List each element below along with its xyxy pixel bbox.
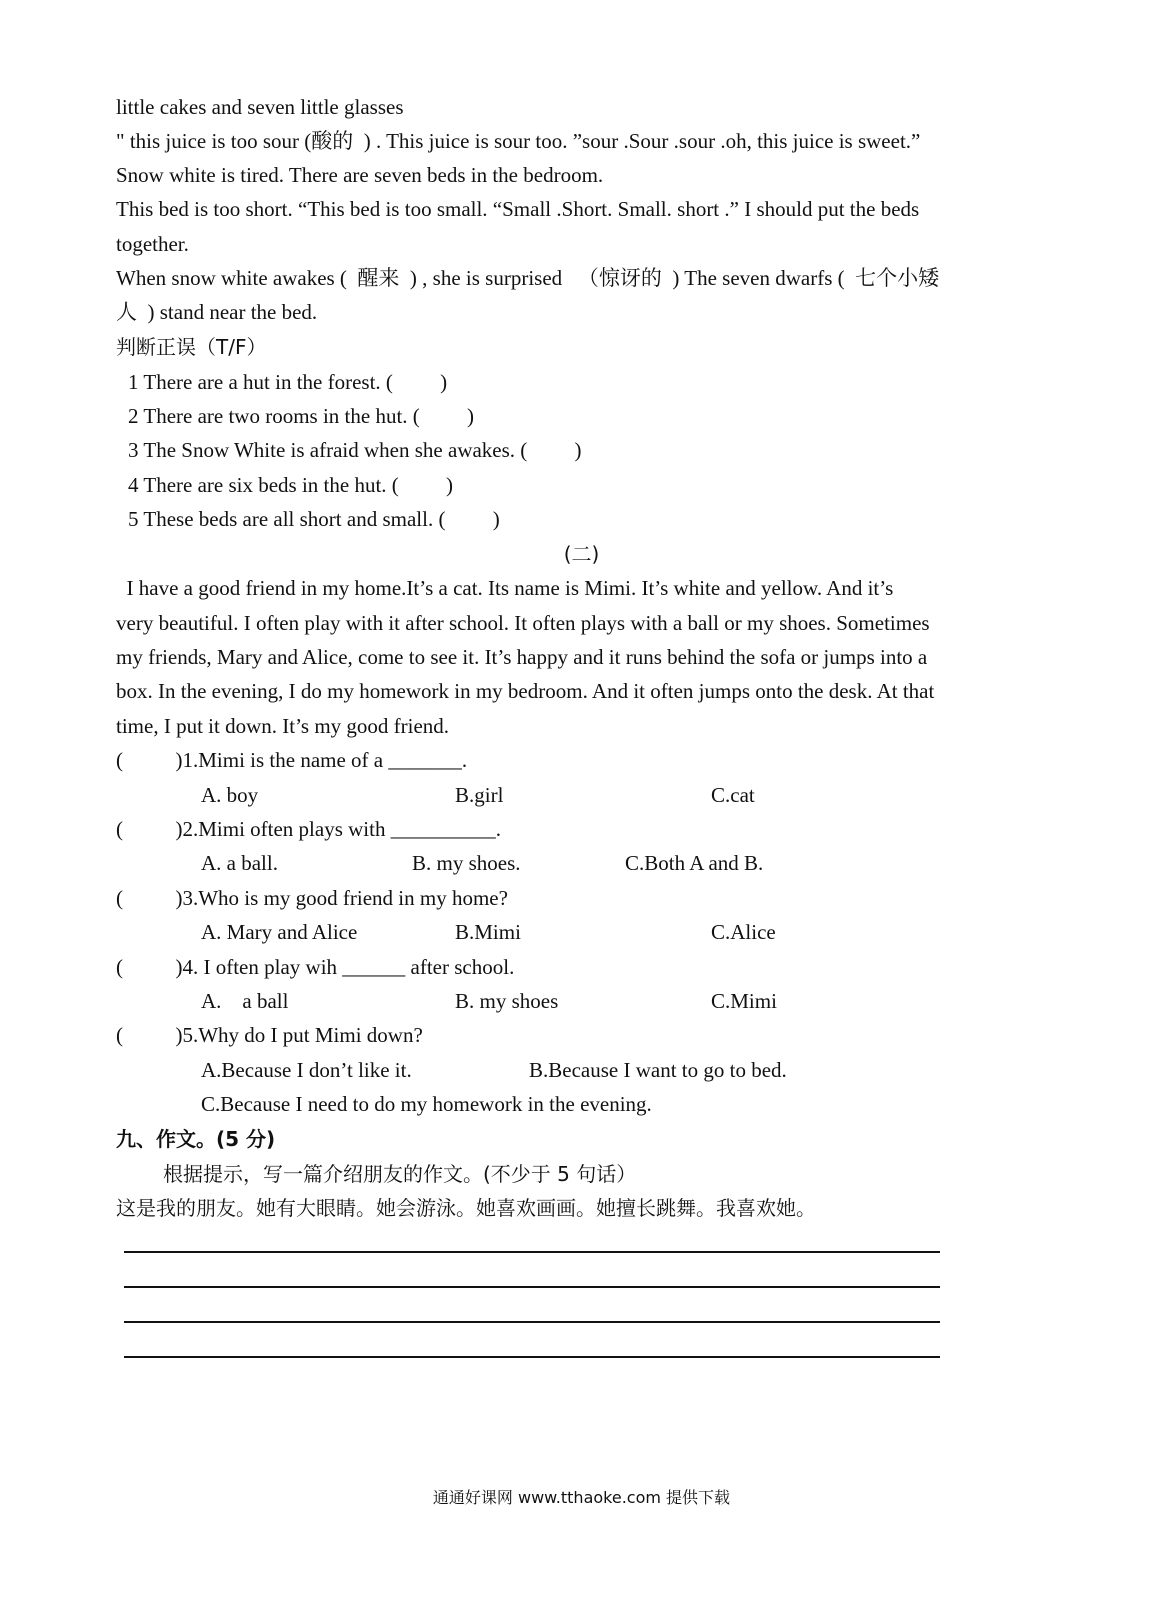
- answer-line-1[interactable]: [124, 1251, 940, 1253]
- passage-line-2: very beautiful. I often play with it after school. It often plays with a ball or my shoes. Sometimes: [116, 611, 930, 635]
- question-3-option-a: A. Mary and Alice: [201, 920, 358, 944]
- story-line-5: together.: [116, 232, 189, 256]
- part2-marker: (二): [563, 542, 600, 566]
- question-2-option-b: B. my shoes.: [412, 851, 521, 875]
- tf-item-5: 5 These beds are all short and small. ( ): [128, 507, 500, 531]
- question-4-option-a: A. a ball: [201, 989, 289, 1013]
- tf-item-2: 2 There are two rooms in the hut. ( ): [128, 404, 475, 428]
- story-line-3: Snow white is tired. There are seven beds in the bedroom.: [116, 163, 604, 187]
- page-footer: 通通好课网 www.tthaoke.com 提供下载: [432, 1488, 731, 1507]
- question-1-option-a: A. boy: [201, 783, 259, 807]
- question-5-option-b: B.Because I want to go to bed.: [529, 1058, 787, 1082]
- tf-heading: 判断正误（T/F）: [116, 335, 267, 359]
- passage-line-1: I have a good friend in my home.It’s a cat. Its name is Mimi. It’s white and yellow. And it’s: [116, 576, 894, 600]
- question-3-option-c: C.Alice: [711, 920, 776, 944]
- passage-line-4: box. In the evening, I do my homework in my bedroom. And it often jumps onto the desk. At that: [116, 679, 935, 703]
- story-line-7: 人 ) stand near the bed.: [116, 300, 318, 324]
- question-2: ( )2.Mimi often plays with __________.: [116, 817, 501, 841]
- tf-item-3: 3 The Snow White is afraid when she awakes. ( ): [128, 438, 582, 462]
- question-3: ( )3.Who is my good friend in my home?: [116, 886, 508, 910]
- answer-line-4[interactable]: [124, 1356, 940, 1358]
- story-line-6: When snow white awakes ( 醒来 ) , she is surprised （惊讶的 ) The seven dwarfs ( 七个小矮: [116, 266, 940, 290]
- question-4-option-c: C.Mimi: [711, 989, 777, 1013]
- story-line-2: " this juice is too sour (酸的 ) . This juice is sour too. ”sour .Sour .sour .oh, this juice is sweet.”: [116, 129, 921, 153]
- writing-heading: 九、作文。(5 分): [116, 1127, 276, 1151]
- question-5-option-c: C.Because I need to do my homework in the evening.: [201, 1092, 652, 1116]
- question-4-option-b: B. my shoes: [455, 989, 559, 1013]
- question-1-option-b: B.girl: [455, 783, 504, 807]
- writing-hint: 这是我的朋友。她有大眼睛。她会游泳。她喜欢画画。她擅长跳舞。我喜欢她。: [116, 1196, 816, 1220]
- story-line-1: little cakes and seven little glasses: [116, 95, 404, 119]
- question-3-option-b: B.Mimi: [455, 920, 521, 944]
- question-5-option-a: A.Because I don’t like it.: [201, 1058, 412, 1082]
- question-1-option-c: C.cat: [711, 783, 755, 807]
- tf-item-4: 4 There are six beds in the hut. ( ): [128, 473, 454, 497]
- tf-item-1: 1 There are a hut in the forest. ( ): [128, 370, 448, 394]
- passage-line-3: my friends, Mary and Alice, come to see it. It’s happy and it runs behind the sofa or jumps into a: [116, 645, 928, 669]
- answer-line-3[interactable]: [124, 1321, 940, 1323]
- question-2-option-c: C.Both A and B.: [625, 851, 764, 875]
- answer-line-2[interactable]: [124, 1286, 940, 1288]
- story-line-4: This bed is too short. “This bed is too small. “Small .Short. Small. short .” I should put the beds: [116, 197, 920, 221]
- writing-prompt: 根据提示，写一篇介绍朋友的作文。(不少于 5 句话）: [163, 1162, 637, 1186]
- question-4: ( )4. I often play wih ______ after school.: [116, 955, 515, 979]
- question-2-option-a: A. a ball.: [201, 851, 278, 875]
- question-5: ( )5.Why do I put Mimi down?: [116, 1023, 423, 1047]
- passage-line-5: time, I put it down. It’s my good friend.: [116, 714, 450, 738]
- question-1: ( )1.Mimi is the name of a _______.: [116, 748, 468, 772]
